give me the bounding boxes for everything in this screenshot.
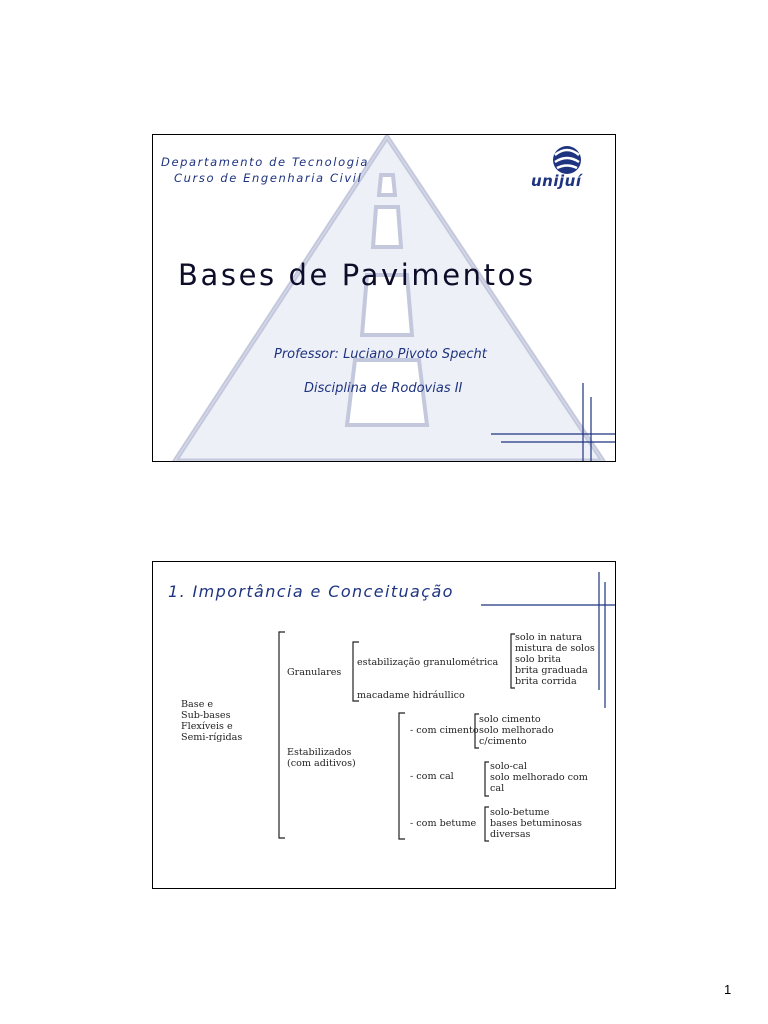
cal-label: - com cal	[410, 771, 454, 782]
list-item: solo brita	[515, 654, 561, 665]
list-item: diversas	[490, 829, 531, 840]
course-name: Curso de Engenharia Civil	[174, 171, 363, 185]
section-heading: 1. Importância e Conceituação	[168, 582, 454, 601]
list-item: c/cimento	[479, 736, 527, 747]
list-item: mistura de solos	[515, 643, 595, 654]
discipline-name: Disciplina de Rodovias II	[304, 381, 463, 396]
betume-items-list	[490, 807, 582, 840]
root-line-3: Flexíveis e	[181, 721, 233, 732]
list-item: brita graduada	[515, 665, 588, 676]
list-item: solo melhorado com	[490, 772, 588, 783]
root-line-2: Sub-bases	[181, 710, 231, 721]
page-number: 1	[724, 982, 732, 997]
estabilizados-line-2: (com aditivos)	[287, 758, 356, 769]
slide-title: Bases de Pavimentos	[178, 258, 536, 292]
granulares-label: Granulares	[287, 667, 342, 678]
root-line-1: Base e	[181, 699, 214, 710]
list-item: solo cimento	[479, 714, 541, 725]
list-item: solo-cal	[490, 761, 527, 772]
department-name: Departamento de Tecnologia	[161, 155, 370, 169]
cal-items-list	[490, 761, 588, 794]
list-item: solo-betume	[490, 807, 550, 818]
list-item: solo melhorado	[479, 725, 554, 736]
estabilizados-label	[287, 747, 356, 769]
tree-root-label	[181, 699, 242, 743]
estabilizacao-label: estabilização granulométrica	[357, 657, 499, 668]
logo-wordmark: unijuí	[531, 172, 582, 190]
estabilizados-line-1: Estabilizados	[287, 747, 352, 758]
macadame-label: macadame hidráullico	[357, 690, 465, 701]
list-item: solo in natura	[515, 632, 583, 643]
root-line-4: Semi-rígidas	[181, 732, 243, 743]
cimento-items-list	[479, 714, 554, 747]
betume-label: - com betume	[410, 818, 477, 829]
list-item: bases betuminosas	[490, 818, 582, 829]
title-slide	[152, 134, 616, 462]
content-slide	[152, 561, 616, 889]
cimento-label: - com cimento	[410, 725, 479, 736]
professor-name: Professor: Luciano Pivoto Specht	[274, 347, 487, 362]
list-item: brita corrida	[515, 676, 577, 687]
list-item: cal	[490, 783, 505, 794]
granular-items-list	[515, 632, 595, 687]
unijui-logo	[525, 141, 609, 191]
